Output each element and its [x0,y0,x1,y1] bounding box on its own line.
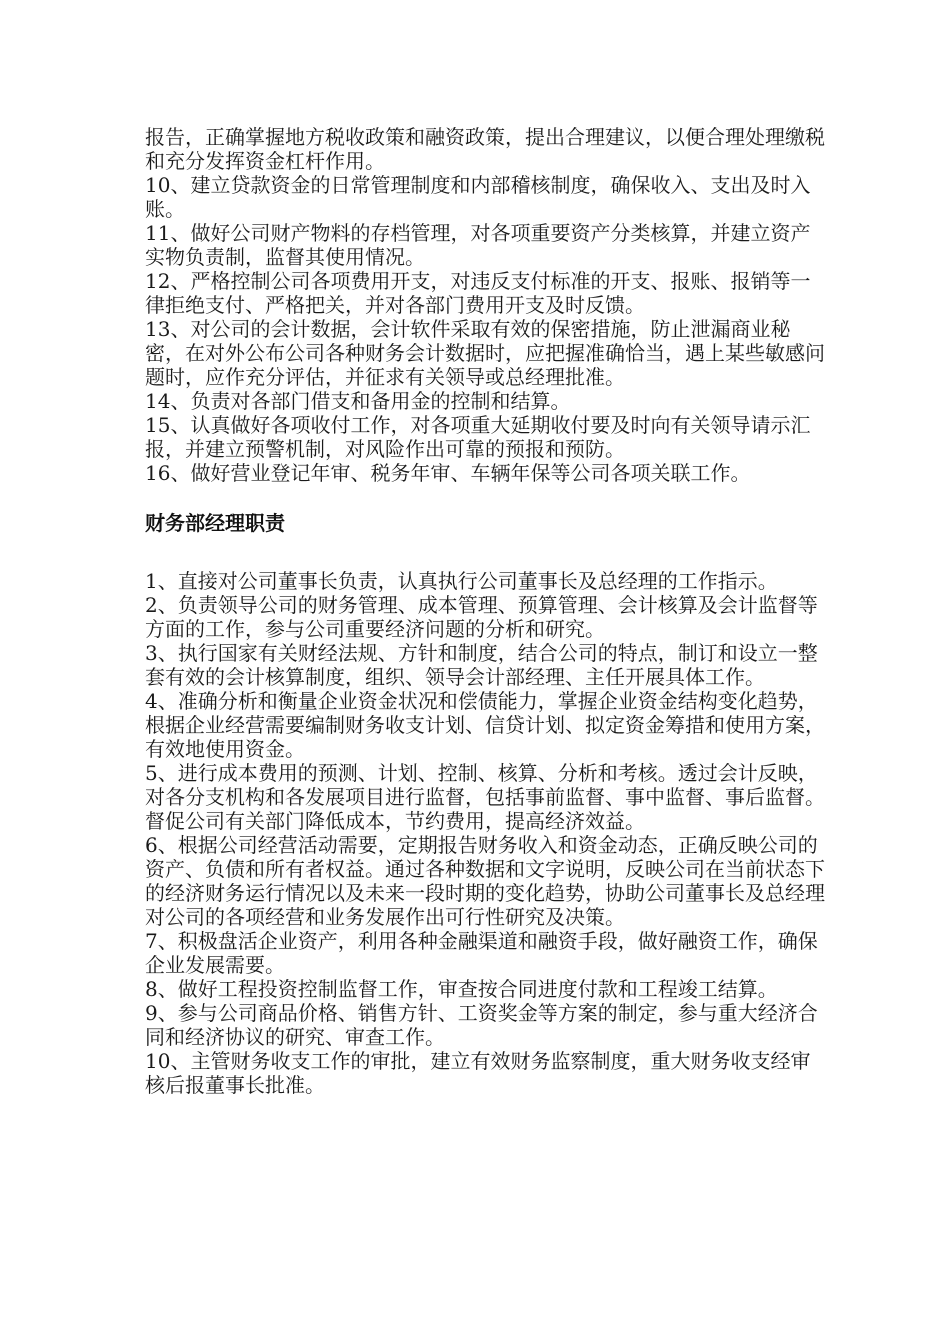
duty-item-9: 9、参与公司商品价格、销售方针、工资奖金等方案的制定，参与重大经济合同和经济协议的研究、审查工作。 [145,1001,818,1049]
intro-item-11: 11、做好公司财产物料的存档管理，对各项重要资产分类核算，并建立资产实物负责制，监督其使用情况。 [145,221,811,269]
document-body [145,125,825,1097]
duty-item-4: 4、准确分析和衡量企业资金状况和偿债能力，掌握企业资金结构变化趋势，根据企业经营需要编制财务收支计划、信贷计划、拟定资金筹措和使用方案，有效地使用资金。 [145,689,825,761]
section-heading: 财务部经理职责 [145,511,285,535]
intro-item-13: 13、对公司的会计数据，会计软件采取有效的保密措施，防止泄漏商业秘密，在对外公布公司各种财务会计数据时，应把握准确恰当，遇上某些敏感问题时，应作充分评估，并征求有关领导或总经理批准。 [145,317,825,389]
intro-paragraph-continuation: 报告，正确掌握地方税收政策和融资政策，提出合理建议，以便合理处理缴税和充分发挥资金杠杆作用。 [145,125,825,173]
duty-item-7: 7、积极盘活企业资产，利用各种金融渠道和融资手段，做好融资工作，确保企业发展需要。 [145,929,818,977]
duty-item-6: 6、根据公司经营活动需要，定期报告财务收入和资金动态，正确反映公司的资产、负债和所有者权益。通过各种数据和文字说明，反映公司在当前状态下的经济财务运行情况以及未来一段时期的变化趋势，协助公司董事长及总经理对公司的各项经营和业务发展作出可行性研究及决策。 [145,833,825,929]
duty-item-5: 5、进行成本费用的预测、计划、控制、核算、分析和考核。透过会计反映，对各分支机构和各发展项目进行监督，包括事前监督、事中监督、事后监督。督促公司有关部门降低成本，节约费用，提高经济效益。 [145,761,825,833]
duty-item-3: 3、执行国家有关财经法规、方针和制度，结合公司的特点，制订和设立一整套有效的会计核算制度，组织、领导会计部经理、主任开展具体工作。 [145,641,818,689]
duty-item-1: 1、直接对公司董事长负责，认真执行公司董事长及总经理的工作指示。 [145,569,778,593]
intro-item-14: 14、负责对各部门借支和备用金的控制和结算。 [145,389,571,413]
intro-item-12: 12、严格控制公司各项费用开支，对违反支付标准的开支、报账、报销等一律拒绝支付、严格把关，并对各部门费用开支及时反馈。 [145,269,811,317]
duty-item-8: 8、做好工程投资控制监督工作，审查按合同进度付款和工程竣工结算。 [145,977,778,1001]
intro-item-16: 16、做好营业登记年审、税务年审、车辆年保等公司各项关联工作。 [145,461,751,485]
duty-item-10: 10、主管财务收支工作的审批，建立有效财务监察制度，重大财务收支经审核后报董事长批准。 [145,1049,811,1097]
intro-item-15: 15、认真做好各项收付工作，对各项重大延期收付要及时向有关领导请示汇报，并建立预警机制，对风险作出可靠的预报和预防。 [145,413,811,461]
duty-item-2: 2、负责领导公司的财务管理、成本管理、预算管理、会计核算及会计监督等方面的工作，参与公司重要经济问题的分析和研究。 [145,593,818,641]
intro-item-10: 10、建立贷款资金的日常管理制度和内部稽核制度，确保收入、支出及时入账。 [145,173,811,221]
